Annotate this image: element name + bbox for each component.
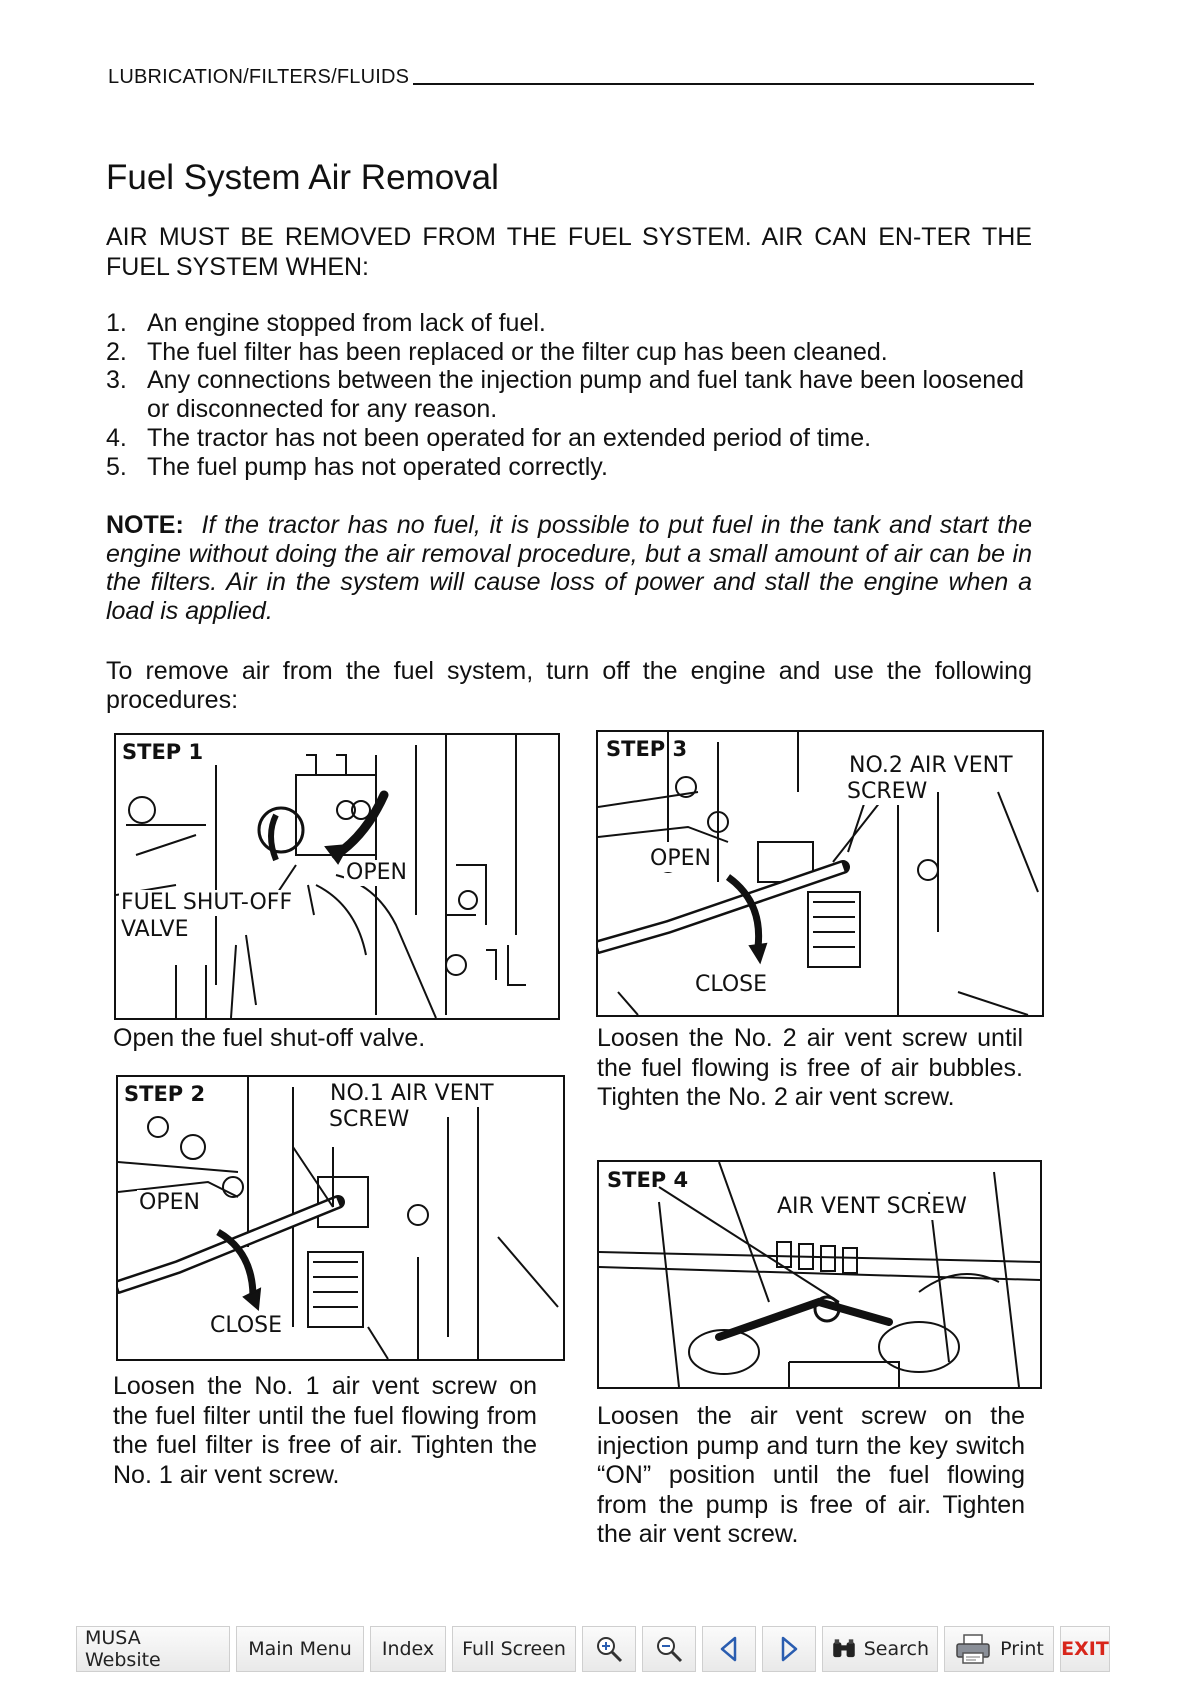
- page-title: Fuel System Air Removal: [106, 158, 499, 197]
- step-2-caption: Loosen the No. 1 air vent screw on the fuel filter until the fuel flowing from the fuel filter is free of air. Tighten the No. 1 air vent screw.: [113, 1372, 537, 1489]
- print-button[interactable]: [944, 1626, 1054, 1672]
- no1-air-vent-callout: NO.1 AIR VENT: [330, 1081, 494, 1106]
- step-3-illustration: [596, 730, 1044, 1017]
- note-paragraph: [106, 511, 1032, 626]
- list-item: 4. The tractor has not been operated for an extended period of time.: [106, 423, 872, 452]
- step-3-open-callout: OPEN: [650, 846, 711, 871]
- zoom-in-button[interactable]: [582, 1626, 636, 1672]
- section-header: [108, 66, 1034, 89]
- step-2-label: STEP 2: [124, 1082, 206, 1106]
- search-label: Search: [863, 1638, 929, 1660]
- zoom-out-button[interactable]: [642, 1626, 696, 1672]
- no2-air-vent-callout: NO.2 AIR VENT: [849, 753, 1013, 778]
- exit-button[interactable]: EXIT: [1060, 1626, 1110, 1672]
- step-3-label: STEP 3: [606, 737, 688, 761]
- arrow-right-icon: [777, 1634, 801, 1664]
- step-4-label: STEP 4: [607, 1168, 689, 1192]
- air-vent-screw-callout: AIR VENT SCREW: [777, 1194, 967, 1219]
- step-4-caption: Loosen the air vent screw on the injection pump and turn the key switch “ON” position until the fuel flowing from the pump is free of air. Tighten the air vent screw.: [597, 1402, 1025, 1548]
- step-2-open-callout: OPEN: [139, 1190, 200, 1215]
- printer-icon: [954, 1633, 994, 1665]
- procedure-intro: To remove air from the fuel system, turn off the engine and use the following procedures:: [106, 657, 1032, 714]
- list-item: 3. Any connections between the injection pump and fuel tank have been loosened or disconnected for any reason.: [106, 366, 1025, 424]
- index-button[interactable]: Index: [370, 1626, 446, 1672]
- section-title: LUBRICATION/FILTERS/FLUIDS: [108, 66, 410, 88]
- zoom-in-icon: [594, 1634, 624, 1664]
- intro-text: AIR MUST BE REMOVED FROM THE FUEL SYSTEM. AIR CAN EN-TER THE FUEL SYSTEM WHEN:: [106, 223, 1032, 281]
- list-item: 5. The fuel pump has not operated correctly.: [106, 452, 608, 481]
- list-item: 2. The fuel filter has been replaced or the filter cup has been cleaned.: [106, 337, 888, 366]
- zoom-out-icon: [654, 1634, 684, 1664]
- step-1-illustration: [114, 733, 560, 1020]
- note-text: If the tractor has no fuel, it is possible to put fuel in the tank and start the engine without doing the air removal procedure, but a small amount of air can be in the filters. Air in the system will cause loss of power and stall the engine when a load is applied.: [106, 511, 1032, 626]
- step-1-label: STEP 1: [122, 740, 204, 764]
- main-menu-button[interactable]: Main Menu: [236, 1626, 364, 1672]
- list-item: 1. An engine stopped from lack of fuel.: [106, 309, 546, 337]
- arrow-left-icon: [717, 1634, 741, 1664]
- step-2-illustration: [116, 1075, 565, 1361]
- full-screen-button[interactable]: Full Screen: [452, 1626, 576, 1672]
- no2-screw-callout: SCREW: [847, 779, 928, 804]
- fuel-shutoff-callout: FUEL SHUT-OFF: [121, 890, 293, 915]
- step-4-illustration: [597, 1160, 1042, 1389]
- step-2-close-callout: CLOSE: [210, 1313, 283, 1338]
- no1-screw-callout: SCREW: [329, 1107, 410, 1132]
- navigation-toolbar: [76, 1626, 1110, 1674]
- musa-website-button[interactable]: MUSA Website: [76, 1626, 230, 1672]
- step-1-caption: Open the fuel shut-off valve.: [113, 1024, 426, 1052]
- conditions-list: [106, 309, 1036, 481]
- step-3-caption: Loosen the No. 2 air vent screw until the fuel flowing is free of air bubbles. Tighten the No. 2 air vent screw.: [597, 1024, 1023, 1111]
- next-page-button[interactable]: [762, 1626, 816, 1672]
- step-1-open-callout: OPEN: [346, 860, 407, 885]
- previous-page-button[interactable]: [702, 1626, 756, 1672]
- valve-callout: VALVE: [121, 917, 189, 942]
- note-label: NOTE:: [106, 511, 184, 539]
- search-button[interactable]: [822, 1626, 938, 1672]
- binoculars-icon: [831, 1634, 858, 1664]
- header-rule: [413, 83, 1034, 85]
- step-3-close-callout: CLOSE: [695, 972, 768, 997]
- print-label: Print: [1000, 1638, 1044, 1660]
